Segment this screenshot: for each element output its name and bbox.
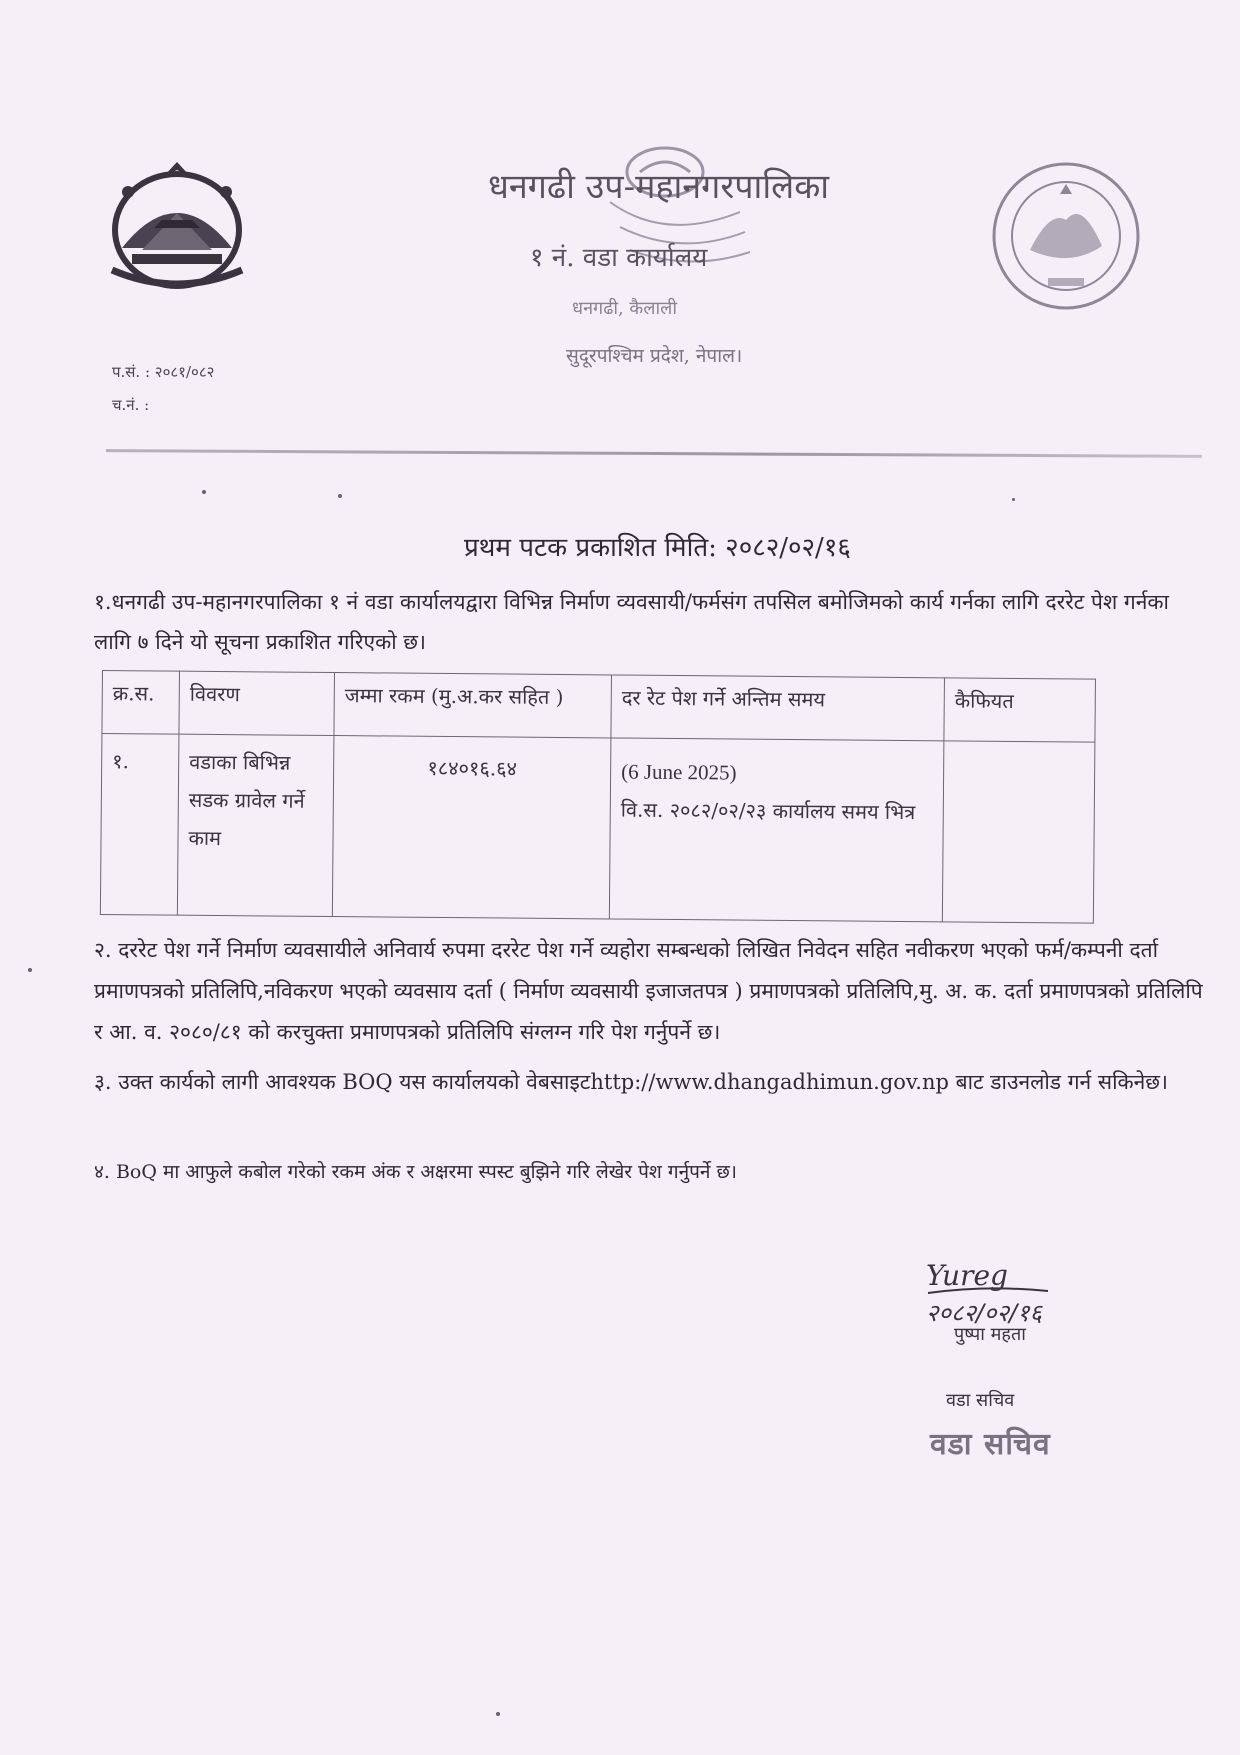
publication-date: प्रथम पटक प्रकाशित मिति: २०८२/०२/१६ (464, 533, 851, 563)
designation-stamp: वडा सचिव (930, 1427, 1051, 1462)
col-header-amount: जम्मा रकम (मु.अ.कर सहित ) (334, 673, 612, 738)
cell-remarks (942, 741, 1095, 923)
notice-paragraph-3: ३. उक्त कार्यको लागी आवश्यक BOQ यस कार्यालयको वेबसाइटhttp://www.dhangadhimun.gov.np बाट डाउनलोड गर्न सकिनेछ। (94, 1070, 1168, 1094)
col-header-description: विवरण (179, 671, 335, 735)
scan-speck (1012, 498, 1015, 501)
cell-description: वडाका बिभिन्न सडक ग्रावेल गर्ने काम (177, 734, 334, 916)
table-header-row (102, 671, 1096, 743)
notice-paragraph-2: २. दररेट पेश गर्ने निर्माण व्यवसायीले अनिवार्य रुपमा दररेट पेश गर्ने व्यहोरा सम्बन्धको लिखित निवेदन सहित नवीकरण भएको फर्म/कम्पनी दर्ता प्रमाणपत्रको प्रतिलिपि,नविकरण भएको व्यवसाय दर्ता ( निर्माण व्यवसायी इजाजतपत्र ) प्रमाणपत्रको प्रतिलिपि,मु. अ. क. दर्ता प्रमाणपत्रको प्रतिलिपि र आ. व. २०८०/८१ को करचुक्ता प्रमाणपत्रको प्रतिलिपि संग्लग्न गरि पेश गर्नुपर्ने छ। (94, 938, 1203, 1044)
scan-speck (338, 494, 342, 498)
col-header-sn: क्र.स. (102, 671, 180, 735)
dispatch-number: च.नं. : (112, 396, 150, 414)
signatory-role: वडा सचिव (946, 1390, 1015, 1411)
header-divider (106, 449, 1202, 458)
reference-number: प.सं. : २०८१/०८२ (112, 363, 215, 381)
col-header-remarks: कैफियत (944, 678, 1096, 742)
svg-text:२०८२/०२/१६: २०८२/०२/१६ (926, 1299, 1043, 1327)
notice-paragraph-4: ४. BoQ मा आफुले कबोल गरेको रकम अंक र अक्षरमा स्पस्ट बुझिने गरि लेखेर पेश गर्नुपर्ने छ। (94, 1161, 738, 1183)
svg-text:Yureg: Yureg (926, 1259, 1008, 1292)
cell-deadline (609, 738, 944, 922)
cell-amount: १८४०१६.६४ (332, 736, 611, 919)
nepal-government-emblem-icon (92, 158, 262, 298)
ward-office-name: १ नं. वडा कार्यालय (530, 243, 708, 273)
col-header-deadline: दर रेट पेश गर्ने अन्तिम समय (611, 675, 945, 741)
scan-speck (496, 1712, 500, 1716)
municipality-name: धनगढी उप-महानगरपालिका (488, 167, 830, 207)
cell-sn: १. (100, 734, 179, 916)
scan-speck (28, 968, 32, 972)
work-details-table (100, 670, 1096, 924)
signatory-name: पुष्पा महता (954, 1324, 1026, 1345)
municipality-seal-icon (990, 160, 1142, 312)
notice-paragraph-1: १.धनगढी उप-महानगरपालिका १ नं वडा कार्यालयद्वारा विभिन्न निर्माण व्यवसायी/फर्मसंग तपसिल बमोजिमको कार्य गर्नका लागि दररेट पेश गर्नका लागि ७ दिने यो सूचना प्रकाशित गरिएको छ। (94, 590, 1169, 654)
province-name: सुदूरपश्चिम प्रदेश, नेपाल। (566, 345, 743, 367)
deadline-english-date: (6 June 2025) (621, 759, 737, 785)
deadline-nepali-date: वि.स. २०८२/०२/२३ कार्यालय समय भित्र (620, 797, 916, 825)
scan-speck (202, 490, 206, 494)
table-row (100, 734, 1095, 924)
city-name: धनगढी, कैलाली (572, 298, 677, 319)
